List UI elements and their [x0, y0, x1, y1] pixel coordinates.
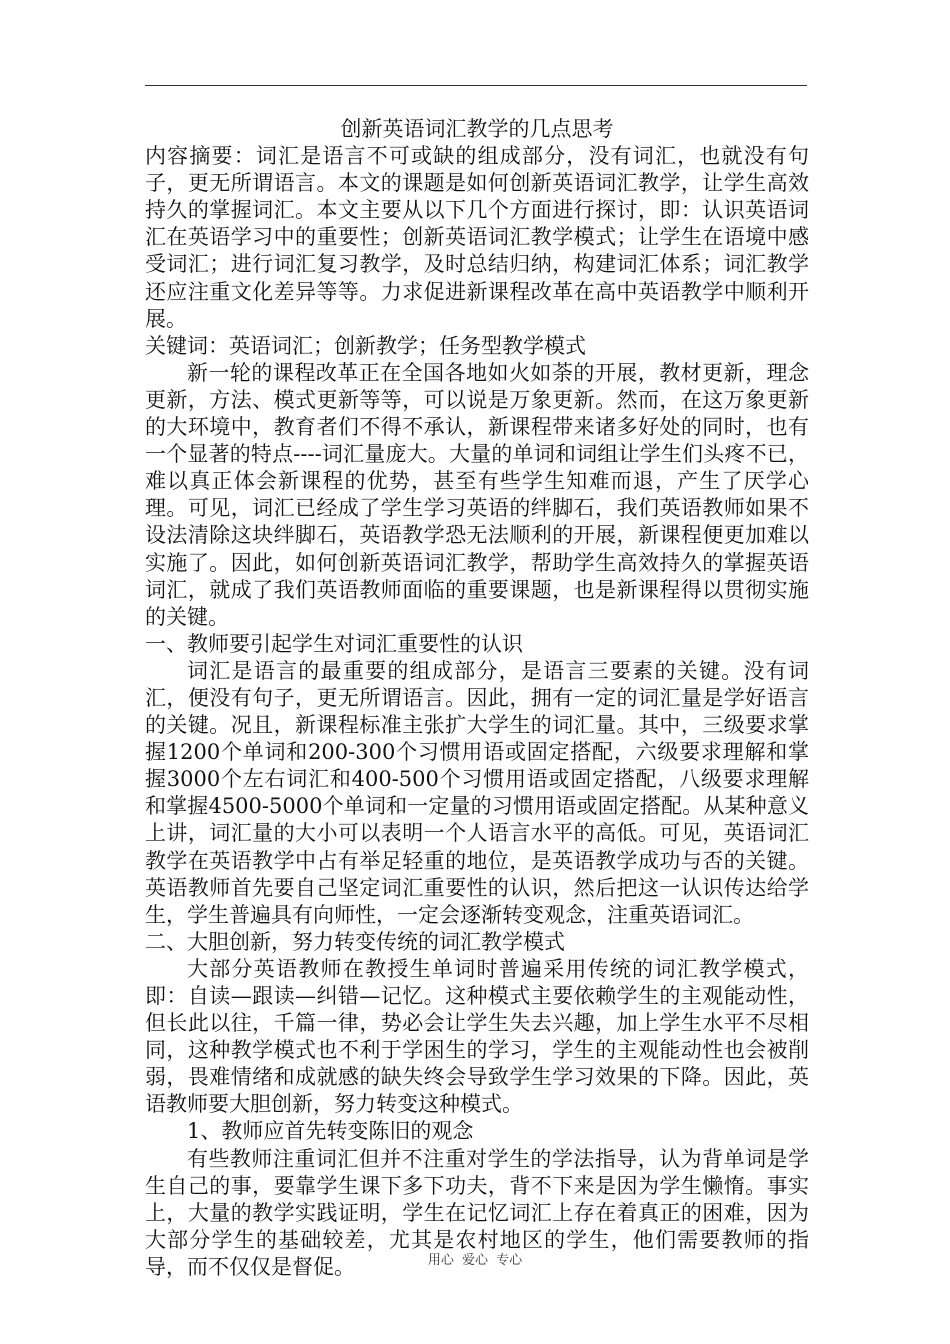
subsection-1-paragraph: 有些教师注重词汇但并不注重对学生的学法指导，认为背单词是学生自己的事，要靠学生课下多下功夫，背不下来是因为学生懒惰。事实上，大量的教学实践证明，学生在记忆词汇上存在着真正的困难，因为大部分学生的基础较差，尤其是农村地区的学生，他们需要教师的指导，而不仅仅是督促。	[145, 1146, 809, 1279]
document-title: 创新英语词汇教学的几点思考	[340, 117, 614, 141]
page-footer: 用心 爱心 专心	[427, 1253, 523, 1268]
section-1-heading: 一、教师要引起学生对词汇重要性的认识	[145, 631, 523, 656]
section-2-heading: 二、大胆创新，努力转变传统的词汇教学模式	[145, 929, 565, 954]
keywords-line: 关键词：英语词汇；创新教学；任务型教学模式	[145, 333, 586, 358]
header-rule	[145, 85, 807, 86]
document-body	[145, 116, 809, 1281]
intro-paragraph: 新一轮的课程改革正在全国各地如火如荼的开展，教材更新，理念更新，方法、模式更新等等，可以说是万象更新。然而，在这万象更新的大环境中，教育者们不得不承认，新课程带来诸多好处的同时，也有一个显著的特点----词汇量庞大。大量的单词和词组让学生们头疼不已，难以真正体会新课程的优势，甚至有些学生知难而退，产生了厌学心理。可见，词汇已经成了学生学习英语的绊脚石，我们英语教师如果不设法清除这块绊脚石，英语教学恐无法顺利的开展，新课程便更加难以实施了。因此，如何创新英语词汇教学，帮助学生高效持久的掌握英语词汇，就成了我们英语教师面临的重要课题，也是新课程得以贯彻实施的关键。	[145, 360, 809, 629]
section-2-paragraph: 大部分英语教师在教授生单词时普遍采用传统的词汇教学模式，即：自读—跟读—纠错—记忆。这种模式主要依赖学生的主观能动性，但长此以往，千篇一律，势必会让学生失去兴趣，加上学生水平不尽相同，这种教学模式也不利于学困生的学习，学生的主观能动性也会被削弱，畏难情绪和成就感的缺失终会导致学生学习效果的下降。因此，英语教师要大胆创新，努力转变这种模式。	[145, 956, 809, 1117]
subsection-1-heading: 1、教师应首先转变陈旧的观念	[187, 1119, 474, 1144]
abstract-paragraph: 内容摘要：词汇是语言不可或缺的组成部分，没有词汇，也就没有句子，更无所谓语言。本文的课题是如何创新英语词汇教学，让学生高效持久的掌握词汇。本文主要从以下几个方面进行探讨，即：认识英语词汇在英语学习中的重要性；创新英语词汇教学模式；让学生在语境中感受词汇；进行词汇复习教学，及时总结归纳，构建词汇体系；词汇教学还应注重文化差异等等。力求促进新课程改革在高中英语教学中顺利开展。	[145, 144, 809, 331]
section-1-paragraph: 词汇是语言的最重要的组成部分，是语言三要素的关键。没有词汇，便没有句子，更无所谓语言。因此，拥有一定的词汇量是学好语言的关键。况且，新课程标准主张扩大学生的词汇量。其中，三级要求掌握1200个单词和200-300个习惯用语或固定搭配，六级要求理解和掌握3000个左右词汇和400-500个习惯用语或固定搭配，八级要求理解和掌握4500-5000个单词和一定量的习惯用语或固定搭配。从某种意义上讲，词汇量的大小可以表明一个人语言水平的高低。可见，英语词汇教学在英语教学中占有举足轻重的地位，是英语教学成功与否的关键。英语教师首先要自己坚定词汇重要性的认识，然后把这一认识传达给学生，学生普遍具有向师性，一定会逐渐转变观念，注重英语词汇。	[145, 658, 809, 927]
